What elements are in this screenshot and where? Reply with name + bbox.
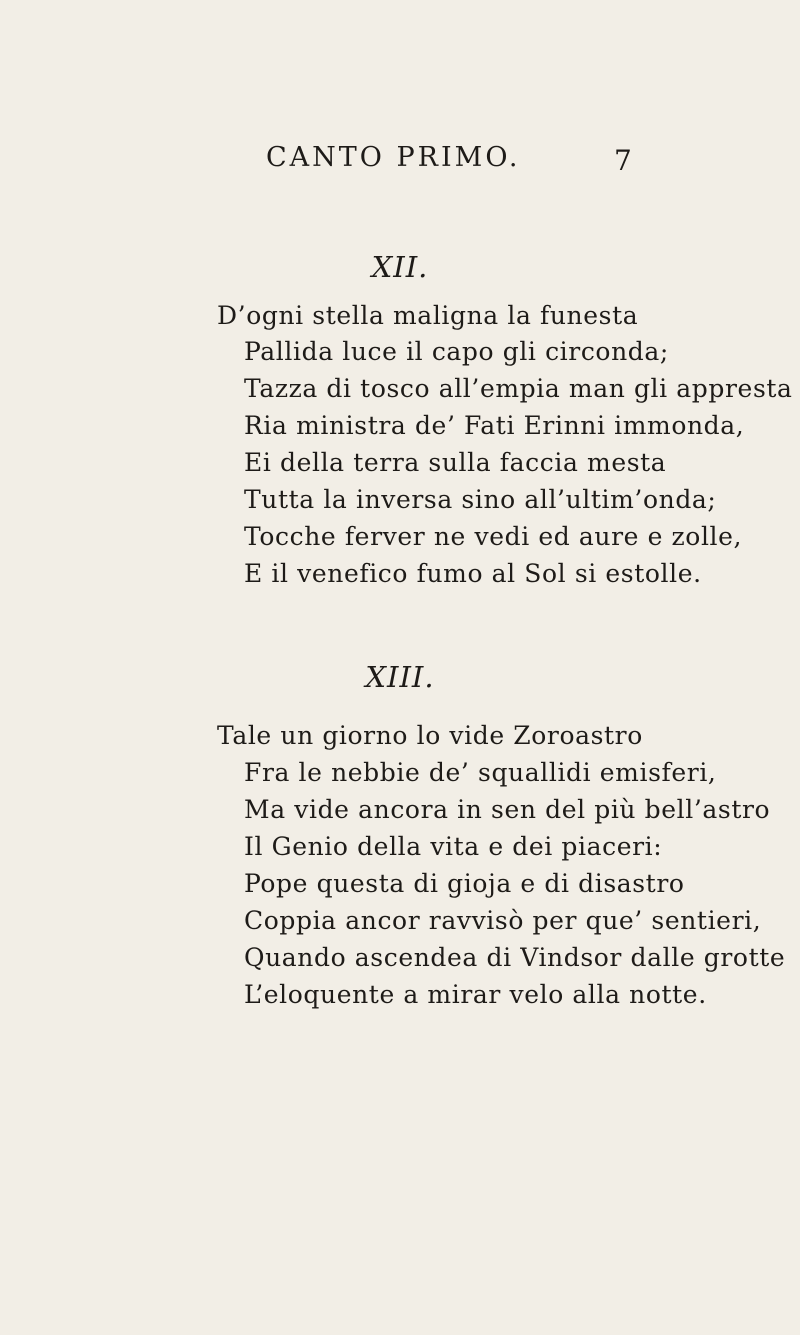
verse-line: Pallida luce il capo gli circonda; <box>244 337 669 366</box>
verse-line: Ma vide ancora in sen del più bell’astro <box>244 795 771 824</box>
verse-line: Tutta la inversa sino all’ultim’onda; <box>244 485 717 514</box>
verse-line: Coppia ancor ravvisò per que’ sentieri, <box>244 906 762 935</box>
verse-line: Quando ascendea di Vindsor dalle grotte <box>244 943 786 972</box>
verse-line: Ei della terra sulla faccia mesta <box>244 448 667 477</box>
verse-line: E il venefico fumo al Sol si estolle. <box>244 559 702 588</box>
page-header <box>0 142 800 182</box>
verse-line: Tazza di tosco all’empia man gli appresta <box>244 374 793 403</box>
running-title: CANTO PRIMO. <box>266 142 521 173</box>
verse-line: Il Genio della vita e dei piaceri: <box>244 832 663 861</box>
stanza-number-12: XII. <box>371 250 429 284</box>
verse-line: Tocche ferver ne vedi ed aure e zolle, <box>244 522 743 551</box>
verse-line: Pope questa di gioja e di disastro <box>244 869 685 898</box>
verse-line: Fra le nebbie de’ squallidi emisferi, <box>244 758 717 787</box>
verse-line: Ria ministra de’ Fati Erinni immonda, <box>244 411 745 440</box>
page-number: 7 <box>614 144 632 177</box>
stanza-number-13: XIII. <box>365 660 435 694</box>
verse-line: L’eloquente a mirar velo alla notte. <box>244 980 707 1009</box>
verse-line: Tale un giorno lo vide Zoroastro <box>217 721 643 750</box>
verse-line: D’ogni stella maligna la funesta <box>217 301 639 330</box>
